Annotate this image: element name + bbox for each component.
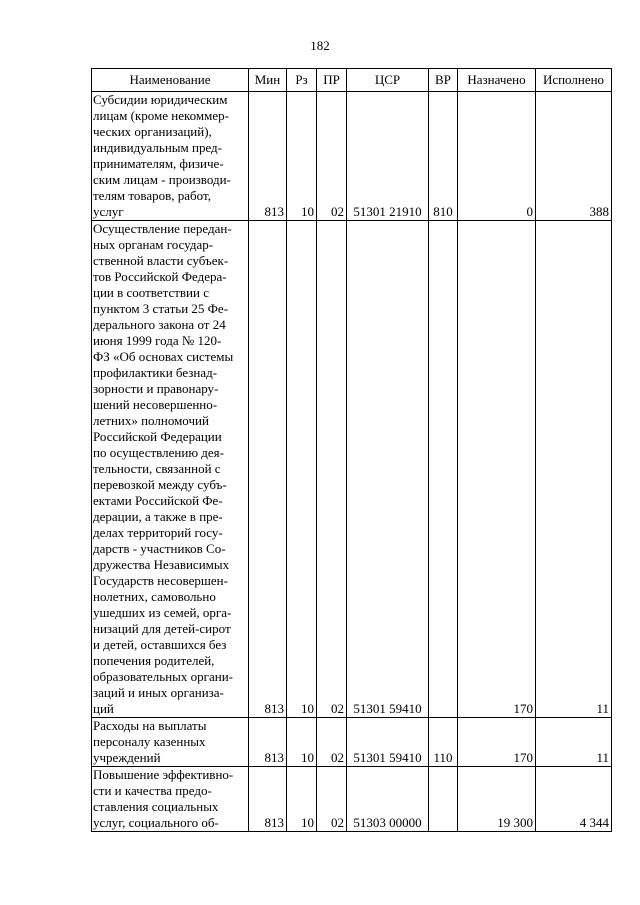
- row-name: Расходы на выплаты персоналу казенных учреждений: [92, 718, 249, 767]
- row-rz: 10: [287, 221, 317, 718]
- row-pr: 02: [317, 92, 347, 221]
- row-ispolneno: 11: [536, 718, 612, 767]
- row-csr: 51303 00000: [347, 767, 429, 832]
- header-rz: Рз: [287, 69, 317, 92]
- row-min: 813: [249, 221, 287, 718]
- row-ispolneno: 388: [536, 92, 612, 221]
- row-pr: 02: [317, 767, 347, 832]
- table-row: [92, 221, 612, 718]
- row-rz: 10: [287, 767, 317, 832]
- row-ispolneno: 4 344: [536, 767, 612, 832]
- row-naznacheno: 19 300: [458, 767, 536, 832]
- header-csr: ЦСР: [347, 69, 429, 92]
- header-naznacheno: Назначено: [458, 69, 536, 92]
- table-row: [92, 92, 612, 221]
- header-ispolneno: Исполнено: [536, 69, 612, 92]
- row-vr: 110: [429, 718, 458, 767]
- row-vr: [429, 767, 458, 832]
- row-csr: 51301 21910: [347, 92, 429, 221]
- row-rz: 10: [287, 718, 317, 767]
- row-naznacheno: 170: [458, 718, 536, 767]
- row-naznacheno: 0: [458, 92, 536, 221]
- row-min: 813: [249, 92, 287, 221]
- row-ispolneno: 11: [536, 221, 612, 718]
- row-vr: [429, 221, 458, 718]
- row-min: 813: [249, 718, 287, 767]
- row-name: Субсидии юридическим лицам (кроме некоммер- ческих организаций), индивидуальным пред- принимателям, физиче- ским лицам - производи- телям товаров, работ, услуг: [92, 92, 249, 221]
- table-row: [92, 767, 612, 832]
- header-min: Мин: [249, 69, 287, 92]
- row-csr: 51301 59410: [347, 718, 429, 767]
- row-name: Осуществление передан- ных органам государ- ственной власти субъек- тов Российской Федера- ции в соответствии с пунктом 3 статьи 25 Фе- дерального закона от 24 июня 1999 года № 120- ФЗ «Об основах системы профилактики безнад- зорности и правонару- шений несовершенно- летних» полномочий Российской Федерации по осуществлению дея- тельности, связанной с перевозкой между субъ- ектами Российской Фе- дерации, а также в пре- делах территорий госу- дарств - участников Со- дружества Независимых Государств несовершен- нолетних, самовольно ушедших из семей, орга- низаций для детей-сирот и детей, оставшихся без попечения родителей, образовательных органи- заций и иных организа- ций: [92, 221, 249, 718]
- table-header-row: [92, 69, 612, 92]
- header-name: Наименование: [92, 69, 249, 92]
- page-number: 182: [310, 38, 330, 53]
- header-pr: ПР: [317, 69, 347, 92]
- row-vr: 810: [429, 92, 458, 221]
- row-min: 813: [249, 767, 287, 832]
- row-pr: 02: [317, 718, 347, 767]
- budget-table: [91, 68, 612, 832]
- row-naznacheno: 170: [458, 221, 536, 718]
- row-pr: 02: [317, 221, 347, 718]
- row-csr: 51301 59410: [347, 221, 429, 718]
- table-row: [92, 718, 612, 767]
- row-name: Повышение эффективно- сти и качества предо- ставления социальных услуг, социального об-: [92, 767, 249, 832]
- row-rz: 10: [287, 92, 317, 221]
- header-vr: ВР: [429, 69, 458, 92]
